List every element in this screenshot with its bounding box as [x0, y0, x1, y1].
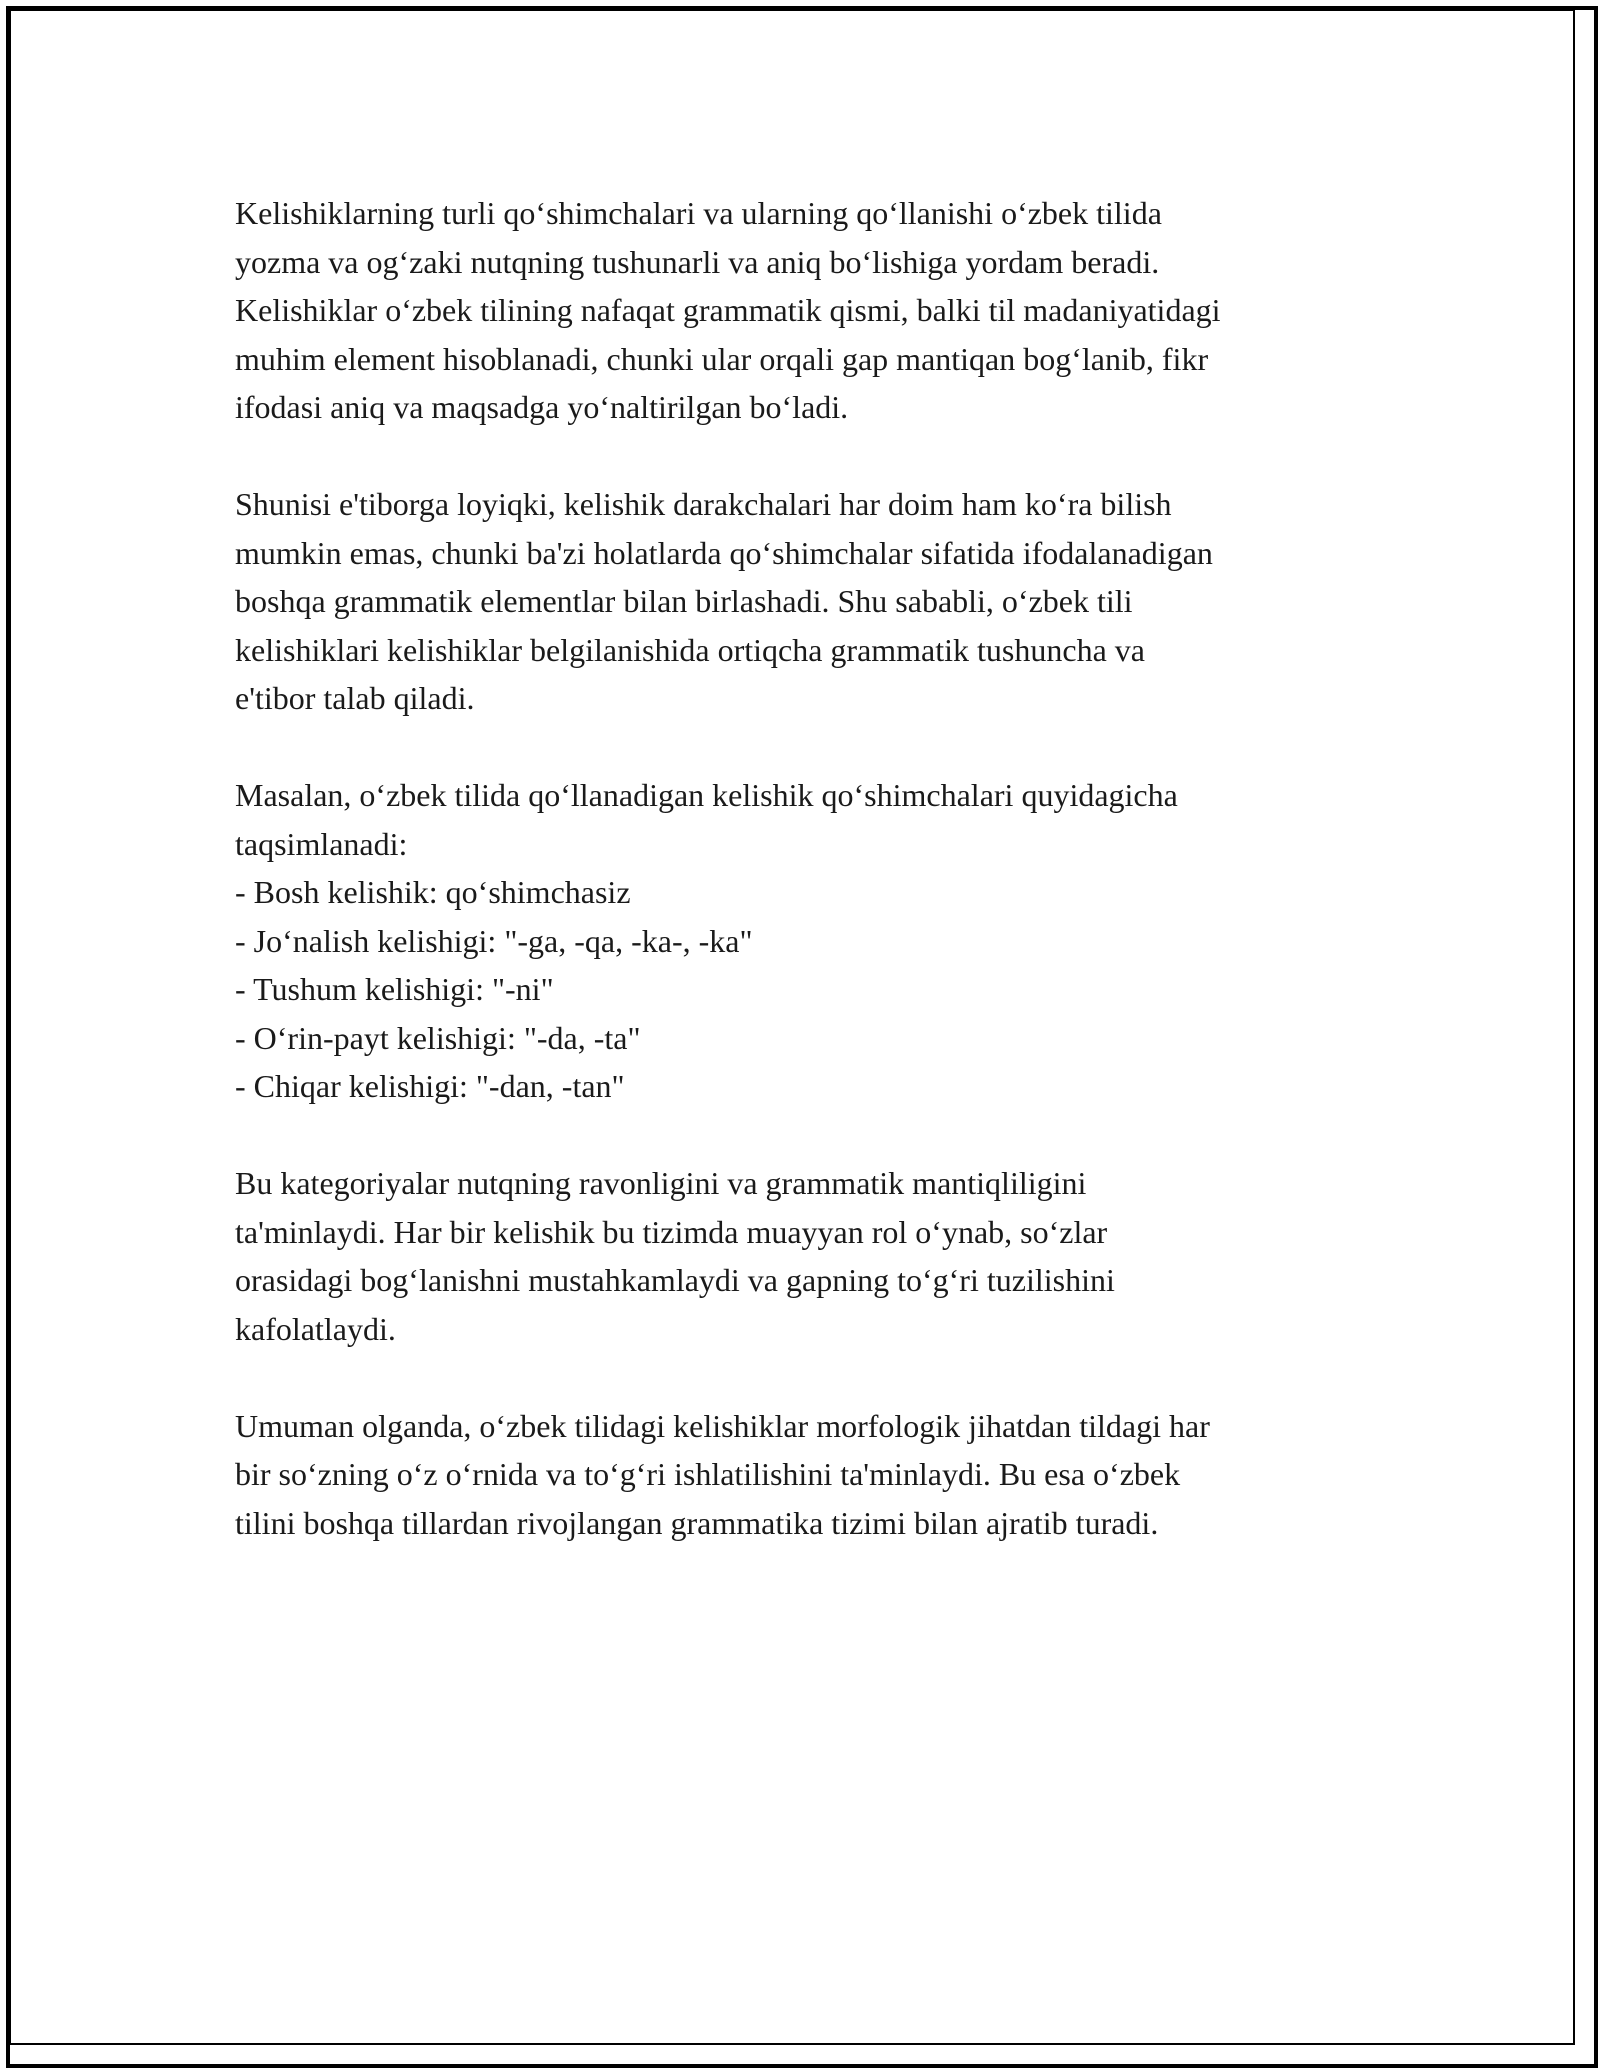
list-item: - Jo‘nalish kelishigi: "-ga, -qa, -ka-, -ka" [235, 922, 753, 959]
paragraph-5: Umuman olganda, o‘zbek tilidagi kelishiklar morfologik jihatdan tildagi har bir so‘zning o‘z o‘rnida va to‘g‘ri ishlatilishini ta'minlaydi. Bu esa o‘zbek tilini boshqa tillardan rivojlangan grammatika tizimi bilan ajratib turadi. [235, 1407, 1210, 1541]
case-suffix-list [235, 868, 1375, 1111]
paragraph-1: Kelishiklarning turli qo‘shimchalari va ularning qo‘llanishi o‘zbek tilida yozma va og‘zaki nutqning tushunarli va aniq bo‘lishiga yordam beradi. Kelishiklar o‘zbek tilining nafaqat grammatik qismi, balki til madaniyatidagi muhim element hisoblanadi, chunki ular orqali gap mantiqan bog‘lanib, fikr ifodasi aniq va maqsadga yo‘naltirilgan bo‘ladi. [235, 195, 1221, 425]
list-item: - Chiqar kelishigi: "-dan, -tan" [235, 1068, 625, 1104]
list-item: - Tushum kelishigi: "-ni" [235, 971, 554, 1007]
list-item: - Bosh kelishik: qo‘shimchasiz [235, 874, 631, 910]
paragraph-3: Masalan, o‘zbek tilida qo‘llanadigan kelishik qo‘shimchalari quyidagicha taqsimlanadi: [235, 777, 1178, 862]
paragraph-4: Bu kategoriyalar nutqning ravonligini va grammatik mantiqliligini ta'minlaydi. Har bir kelishik bu tizimda muayyan rol o‘ynab, so‘zlar orasidagi bog‘lanishni mustahkamlaydi va gapning to‘g‘ri tuzilishini kafolatlaydi. [235, 1165, 1115, 1347]
document-body [235, 189, 1375, 1596]
paragraph-2: Shunisi e'tiborga loyiqki, kelishik darakchalari har doim ham ko‘ra bilish mumkin emas, chunki ba'zi holatlarda qo‘shimchalar sifatida ifodalanadigan boshqa grammatik elementlar bilan birlashadi. Shu sababli, o‘zbek tili kelishiklari kelishiklar belgilanishida ortiqcha grammatik tushuncha va e'tibor talab qiladi. [235, 486, 1213, 716]
list-item: - O‘rin-payt kelishigi: "-da, -ta" [235, 1019, 641, 1056]
